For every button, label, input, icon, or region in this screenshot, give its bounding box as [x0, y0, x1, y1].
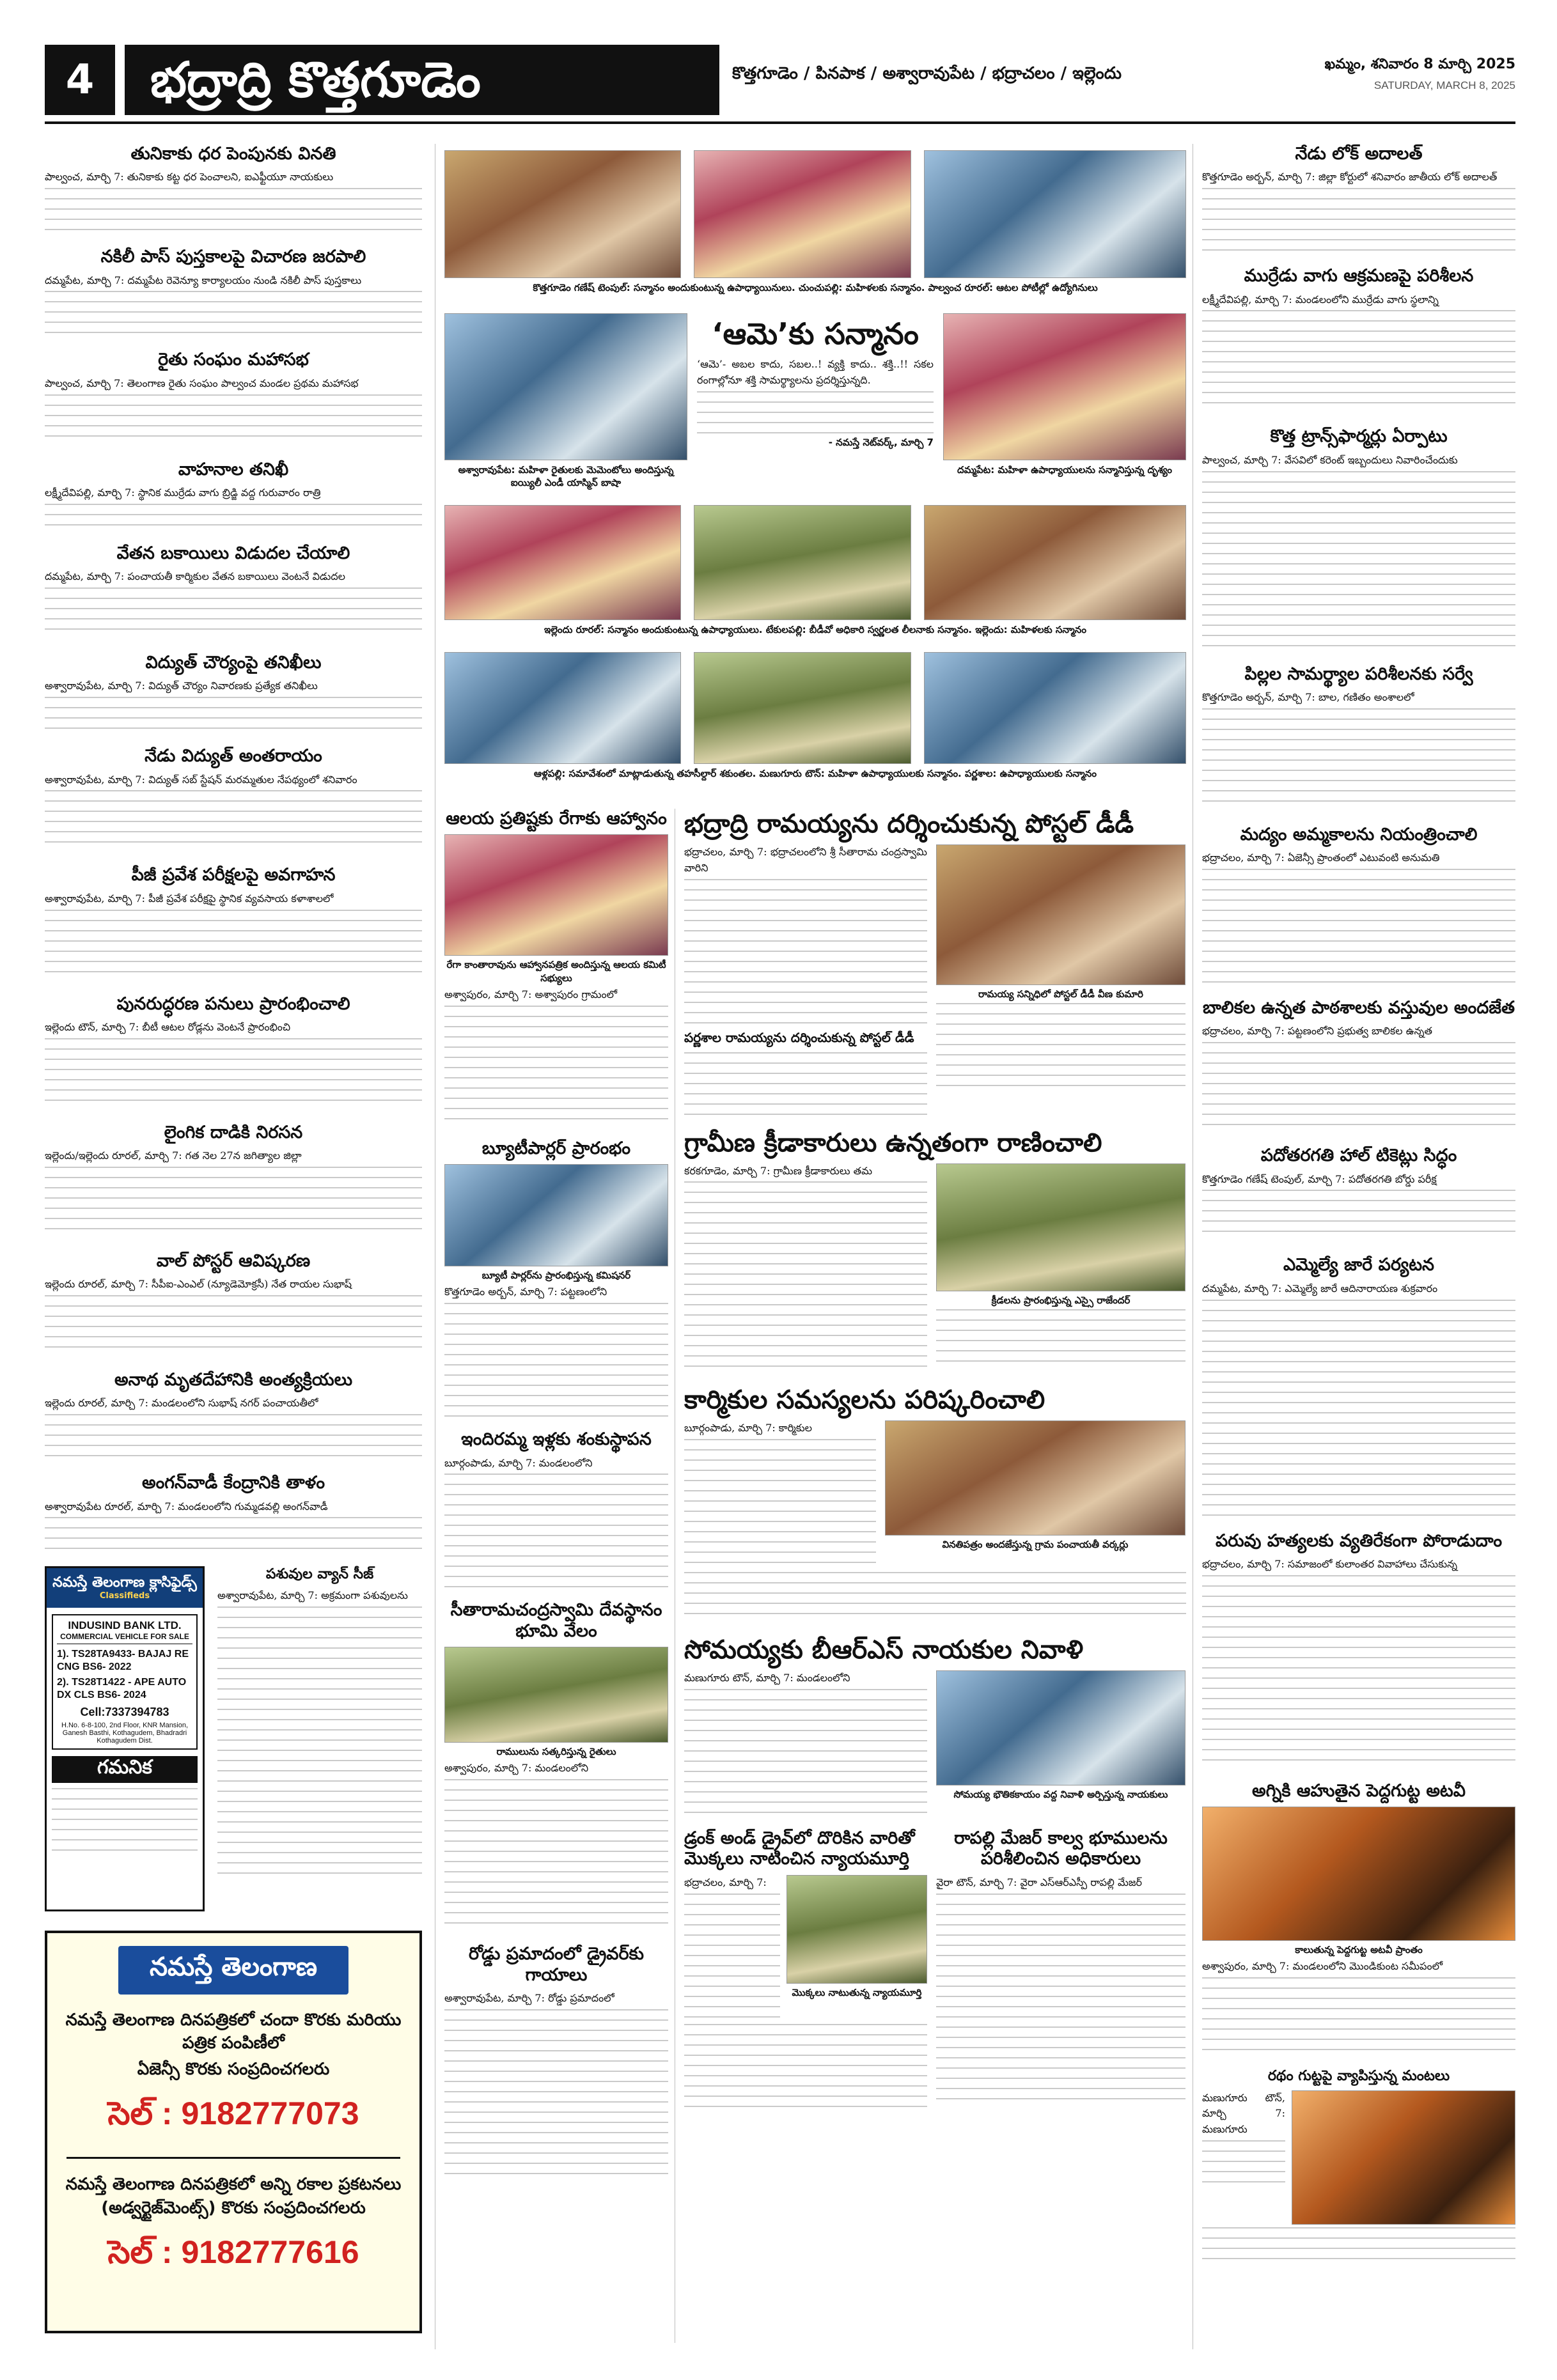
article-lead: ఇల్లెందు రూరల్, మార్చి 7: సీపీఐ-ఎంఎల్ (న్యూడెమోక్రసీ) నేత రాయల సుభాష్: [45, 1278, 352, 1291]
headline: సీతారామచంద్రస్వామి దేవస్థానం భూమి వేలం: [450, 1600, 662, 1641]
article-lead: మణుగూరు టౌన్, మార్చి 7: మండలంలోని: [684, 1672, 850, 1684]
article-body: [45, 1167, 422, 1237]
news-photo: [444, 505, 681, 620]
article: [45, 1123, 422, 1237]
photo-caption: కొత్తగూడెం గణేష్ టెంపుల్: సన్మానం అందుకుంటున్న ఉపాధ్యాయినులు. చుంచుపల్లి: మహిళలకు సన్మానం. పాల్వంచ రూరల్: ఆటల పోటీల్లో ఉద్యోగినులు: [533, 282, 1098, 293]
news-photo: [694, 652, 911, 764]
article: [1202, 1146, 1515, 1241]
news-photo: [924, 150, 1186, 278]
ad-divider: [67, 2157, 400, 2159]
headline: పదోతరగతి హాల్ టికెట్లు సిద్ధం: [1260, 1146, 1457, 1166]
article-body: [1202, 1190, 1515, 1241]
vehicle-item: 2). TS28T1422 - APE AUTO DX CLS BS6- 2024: [57, 1676, 187, 1700]
article-lead: అశ్వాపురం, మార్చి 7: మండలంలోని: [444, 1762, 589, 1775]
bank-name: INDUSIND BANK LTD.: [68, 1619, 182, 1631]
article-lead: భద్రాచలం, మార్చి 7: ఏజెన్సీ ప్రాంతంలో ఎటువంటి అనుమతి: [1202, 852, 1440, 864]
article: [1202, 266, 1515, 412]
article-lead: అశ్వారావుపేట, మార్చి 7: విద్యుత్ చౌర్యం నివారణకు ప్రత్యేక తనిఖీలు: [45, 680, 318, 692]
headline: మద్యం అమ్మకాలను నియంత్రించాలి: [1240, 824, 1478, 844]
article: [45, 350, 422, 445]
news-photo: [943, 313, 1186, 460]
news-photo: [444, 1647, 668, 1743]
article-lead: అశ్వారావుపేట, మార్చి 7: అక్రమంగా పశువులను: [217, 1589, 408, 1602]
article-lead: కొత్తగూడెం అర్బన్, మార్చి 7: జిల్లా కోర్టులో శనివారం జాతీయ లోక్ అదాలత్: [1202, 171, 1498, 183]
article-lead: కొత్తగూడెం అర్బన్, మార్చి 7: బాల, గణితం అంశాలలో: [1202, 690, 1414, 703]
article-body: [1202, 471, 1515, 650]
article-lead: పాల్వంచ, మార్చి 7: వేసవిలో కరెంట్ ఇబ్బందులు నివారించేందుకు: [1202, 453, 1458, 466]
article-lead: లక్ష్మీదేవిపల్లి, మార్చి 7: మండలంలోని ముర్రేడు వాగు స్థలాన్ని: [1202, 293, 1439, 306]
section-title: భద్రాద్రి కొత్తగూడెం: [125, 45, 719, 115]
article: [1202, 1531, 1515, 1767]
article: [45, 460, 422, 529]
article-body: [1202, 1575, 1515, 1767]
article-body: [444, 2009, 668, 2175]
article: [45, 1473, 422, 1552]
article-body: [697, 391, 934, 436]
article-body: [936, 1003, 1185, 1086]
headline: రైతు సంఘం మహాసభ: [158, 350, 309, 370]
headline: కార్మికుల సమస్యలను పరిష్కరించాలి: [684, 1385, 1045, 1415]
article: [45, 1251, 422, 1356]
date-english: SATURDAY, MARCH 8, 2025: [1373, 79, 1515, 91]
article-body: [444, 1006, 668, 1127]
date-telugu: ఖమ్మం, శనివారం 8 మార్చి 2025: [1324, 56, 1515, 72]
article: [45, 144, 422, 233]
article-lead: అశ్వాపురం, మార్చి 7: అశ్వాపురం గ్రామంలో: [444, 988, 618, 1000]
news-photo: [444, 652, 681, 764]
article-body: [684, 1689, 927, 1817]
article-body: [444, 1779, 668, 1933]
subheading: పర్ణశాల రామయ్యను దర్శించుకున్న పోస్టల్ డీడీ: [684, 1029, 914, 1045]
headline: అంగన్‌వాడీ కేంద్రానికి తాళం: [141, 1473, 325, 1493]
headline: ‘ఆమె’కు సన్మానం: [712, 316, 919, 351]
bank-address: H.No. 6-8-100, 2nd Floor, KNR Mansion, Ganesh Basthi, Kothagudem, Bhadradri Kothagudem Dist.: [61, 1721, 189, 1745]
article-body: [1202, 188, 1515, 252]
article: [1202, 664, 1515, 811]
headline: నేడు లోక్ అదాలత్: [1295, 144, 1423, 164]
article: [1202, 825, 1515, 984]
fire-photo: [1292, 2090, 1515, 2225]
article-lead: అశ్వారావుపేట రూరల్, మార్చి 7: మండలంలోని గుమ్మడవల్లి అంగన్‌వాడీ: [45, 1500, 328, 1513]
article-lead: దమ్మపేట, మార్చి 7: పంచాయతీ కార్మికుల వేతన బకాయిలు వెంటనే విడుదల: [45, 570, 346, 583]
article-lead: కొత్తగూడెం గణేష్ టెంపుల్, మార్చి 7: పదోతరగతి బోర్డు పరీక్ష: [1202, 1172, 1437, 1185]
center-main: [684, 809, 1186, 2107]
photo-caption: రామయ్య సన్నిధిలో పోస్టల్ డీడీ వీణ కుమారి: [978, 988, 1143, 1000]
article-body: [1202, 2227, 1515, 2266]
article-body: [936, 1894, 1185, 2104]
page-number: 4: [45, 45, 115, 115]
right-column: [1202, 144, 1515, 2280]
article-body: [684, 1181, 927, 1373]
article-body: [1202, 1300, 1515, 1517]
headline: పిల్లల సామర్థ్యాల పరిశీలనకు సర్వే: [1244, 664, 1473, 684]
headline: విద్యుత్ చౌర్యంపై తనిఖీలు: [145, 652, 322, 673]
headline: ఇందిరమ్మ ఇళ్లకు శంకుస్థాపన: [461, 1429, 652, 1450]
article-body: [684, 1052, 927, 1116]
photo-caption: వినతిపత్రం అందజేస్తున్న గ్రామ పంచాయతీ వర్కర్లు: [942, 1539, 1129, 1551]
article: [1202, 998, 1515, 1132]
headline: బ్యూటీపార్లర్ ప్రారంభం: [481, 1138, 631, 1158]
news-photo: [444, 1164, 668, 1266]
article-body: [684, 1439, 876, 1567]
headline: తునికాకు ధర పెంపునకు వినతి: [130, 144, 336, 164]
article-body: [45, 1295, 422, 1356]
photo-caption: అశ్వారావుపేట: మహిళా రైతులకు మెమెంటోలు అందిస్తున్న ఐయ్యిలీ ఎండీ యాస్మిన్ బాషా: [458, 464, 674, 489]
article-lead: భద్రాచలం, మార్చి 7: సమాజంలో కులాంతర వివాహాలు చేసుకున్న: [1202, 1557, 1458, 1570]
news-photo: [936, 844, 1185, 985]
headline: కొత్త ట్రాన్స్‌ఫార్మర్లు ఏర్పాటు: [1270, 426, 1448, 447]
article-lead: కరకగూడెం, మార్చి 7: గ్రామీణ క్రీడాకారులు తమ: [684, 1164, 873, 1177]
article-body: [1202, 310, 1515, 412]
headline: సోమయ్యకు బీఆర్ఎస్ నాయకుల నివాళి: [684, 1635, 1084, 1665]
article-body: [1202, 1042, 1515, 1132]
article-lead: దమ్మపేట, మార్చి 7: ఎమ్మెల్యే జారే ఆదినారాయణ శుక్రవారం: [1202, 1282, 1438, 1295]
article-body: [45, 291, 422, 336]
brand-logo: నమస్తే తెలంగాణ: [118, 1946, 348, 1995]
center-subcolumn: [444, 809, 668, 2175]
article-lead: బూర్గంపాడు, మార్చి 7: మండలంలోని: [444, 1456, 593, 1469]
headline: పశువుల వ్యాన్ సీజ్: [265, 1566, 374, 1582]
article-body: [45, 504, 422, 529]
article-body: [1202, 869, 1515, 984]
photo-caption: బ్యూటీ పార్లర్‌ను ప్రారంభిస్తున్న కమిషనర్: [481, 1270, 631, 1282]
headline: గ్రామీణ క్రీడాకారులు ఉన్నతంగా రాణించాలి: [684, 1128, 1102, 1158]
article-body: [45, 790, 422, 851]
article: [1202, 426, 1515, 649]
article-body: [1202, 1977, 1515, 2054]
news-photo: [444, 313, 687, 460]
ad-line: నమస్తే తెలంగాణ దినపత్రికలో అన్ని రకాల ప్రకటనలు (అడ్వర్టైజ్‌మెంట్స్) కొరకు సంప్రదించగలరు: [65, 2175, 402, 2218]
article: [45, 746, 422, 851]
article: [45, 1370, 422, 1459]
ad-line: ఏజెన్సీ కొరకు సంప్రదించగలరు: [137, 2059, 330, 2079]
bank-cell: Cell:7337394783: [80, 1705, 169, 1718]
headline: పునరుద్ధరణ పనులు ప్రారంభించాలి: [116, 993, 350, 1014]
classified-ad: [45, 1566, 205, 1911]
article: [217, 1566, 422, 1881]
subscription-ad: [45, 1931, 422, 2333]
article-body: [684, 1894, 780, 2021]
photo-caption: రాములును సత్కరిస్తున్న రైతులు: [496, 1746, 616, 1758]
headline: భద్రాద్రి రామయ్యను దర్శించుకున్న పోస్టల్ డీడీ: [684, 809, 1134, 839]
headline: రాపల్లి మేజర్ కాల్వ భూములను పరిశీలించిన అధికారులు: [954, 1828, 1168, 1869]
article-body: [684, 2024, 927, 2107]
article: [45, 994, 422, 1108]
article-body: [45, 394, 422, 446]
ad-phone: సెల్ : 9182777073: [107, 2096, 359, 2132]
left-column: [45, 144, 422, 1566]
headline: బాలికల ఉన్నత పాఠశాలకు వస్తువుల అందజేత: [1202, 997, 1515, 1018]
article-body: [45, 1414, 422, 1459]
article-body: [45, 910, 422, 980]
headline: నకిలీ పాస్ పుస్తకాలపై విచారణ జరపాలి: [100, 247, 366, 267]
headline: అనాథ మృతదేహానికి అంత్యక్రియలు: [114, 1370, 353, 1390]
article-lead: పాల్వంచ, మార్చి 7: తునికాకు కట్ట ధర పెంచాలని, ఐఎఫ్టీయూ నాయకులు: [45, 171, 334, 183]
notice-body: [52, 1788, 198, 1852]
fire-photo: [1202, 1807, 1515, 1941]
article-body: [45, 1517, 422, 1552]
article-body: [45, 587, 422, 639]
article-body: [1202, 2140, 1285, 2191]
vehicle-item: 1). TS28TA9433- BAJAJ RE CNG BS6- 2022: [57, 1648, 189, 1672]
article-body: [45, 697, 422, 732]
article-body: [45, 188, 422, 233]
article-lead: కొత్తగూడెం అర్బన్, మార్చి 7: పట్టణంలోని: [444, 1286, 607, 1298]
article-body: [684, 879, 927, 1026]
article-lead: మణుగూరు టౌన్, మార్చి 7: మణుగూరు: [1202, 2091, 1285, 2136]
article-body: [217, 1606, 422, 1881]
amme-box: [697, 316, 934, 449]
article-lead: పాల్వంచ, మార్చి 7: తెలంగాణ రైతు సంఘం పాల్వంచ మండల ప్రథమ మహాసభ: [45, 377, 359, 389]
article: [1202, 1781, 1515, 2054]
photo-caption: ఆళ్లపల్లి: సమావేశంలో మాట్లాడుతున్న తహసీల్దార్ శకుంతల. మణుగూరు టౌన్: మహిళా ఉపాధ్యాయులకు సన్మానం. పర్ణశాల: ఉపాధ్యాయులకు సన్మానం: [534, 768, 1097, 779]
article-body: [936, 1309, 1185, 1367]
article-lead: ‘ఆమె’- అబల కాదు, సబల..! వ్యక్తి కాదు.. శక్తి..!! సకల రంగాల్లోనూ శక్తి సామర్థ్యాలను ప్రదర్శిస్తున్నది.: [697, 358, 934, 386]
bank-sub: COMMERCIAL VEHICLE FOR SALE: [57, 1632, 192, 1644]
headline: వేతన బకాయిలు విడుదల చేయాలి: [116, 543, 350, 563]
article: [45, 653, 422, 732]
news-photo: [936, 1670, 1185, 1785]
article: [45, 543, 422, 639]
article-body: [1202, 708, 1515, 811]
photo-caption: సోమయ్య భౌతికకాయం వద్ద నివాళి అర్పిస్తున్న నాయకులు: [953, 1789, 1168, 1801]
headline: డ్రంక్ అండ్ డ్రైవ్‌లో దొరికిన వారితో మొక్కలు నాటించిన న్యాయమూర్తి: [684, 1828, 915, 1869]
photo-caption: ఇల్లెందు రూరల్: సన్మానం అందుకుంటున్న ఉపాధ్యాయులు. టేకులపల్లి: బీడీవో అధికారి స్వర్ణలత లీలనాకు సన్మానం. ఇల్లెందు: మహిళలకు సన్మానం: [544, 624, 1086, 635]
article-lead: వైరా టౌన్, మార్చి 7: వైరా ఎస్ఆర్ఎస్పీ రాపల్లి మేజర్: [936, 1876, 1143, 1888]
article-lead: ఇల్లెందు రూరల్, మార్చి 7: మండలంలోని సుభాష్ నగర్ పంచాయతీలో: [45, 1397, 318, 1410]
headline: రోడ్డు ప్రమాదంలో డ్రైవర్‌కు గాయాలు: [469, 1944, 644, 1985]
headline: పీజీ ప్రవేశ పరీక్షలపై అవగాహన: [131, 865, 336, 885]
news-photo: [786, 1875, 927, 1984]
headline: అగ్నికి ఆహుతైన పెద్దగుట్ట అటవీ: [1252, 1780, 1466, 1801]
headline: ఆలయ ప్రతిష్టకు రేగాకు ఆహ్వానం: [446, 809, 667, 828]
news-photo: [924, 505, 1186, 620]
article: [45, 865, 422, 979]
headline: నేడు విద్యుత్ అంతరాయం: [145, 746, 322, 766]
classifieds-logo: నమస్తే తెలంగాణ క్లాసిఫైడ్స్ Classifieds: [47, 1568, 203, 1608]
ad-line: నమస్తే తెలంగాణ దినపత్రికలో చందా కొరకు మరియు పత్రిక పంపిణీలో: [65, 2011, 402, 2053]
news-photo: [936, 1163, 1185, 1291]
news-photo: [885, 1420, 1185, 1536]
photo-caption: కాలుతున్న పెద్దగుట్ట అటవీ ప్రాంతం: [1295, 1944, 1423, 1956]
article-lead: భద్రాచలం, మార్చి 7: పట్టణంలోని ప్రభుత్వ బాలికల ఉన్నత: [1202, 1025, 1432, 1038]
places-line: కొత్తగూడెం / పినపాక / అశ్వారావుపేట / భద్రాచలం / ఇల్లెందు: [732, 64, 1122, 83]
news-photo: [694, 150, 911, 278]
article-lead: అశ్వారావుపేట, మార్చి 7: పీజీ ప్రవేశ పరీక్షపై స్థానిక వ్యవసాయ కళాశాలలో: [45, 892, 334, 905]
headline: వాహనాల తనిఖీ: [178, 459, 289, 479]
article-body: [444, 1303, 668, 1418]
news-photo: [444, 150, 681, 278]
news-photo: [924, 652, 1186, 764]
article: [1202, 2068, 1515, 2265]
article-lead: భద్రాచలం, మార్చి 7:: [684, 1876, 767, 1888]
article-lead: అశ్వారావుపేట, మార్చి 7: విద్యుత్ సబ్ స్టేషన్ మరమ్మతుల నేపథ్యంలో శనివారం: [45, 773, 357, 786]
article-body: [444, 1474, 668, 1589]
dateline: [1325, 56, 1515, 92]
article-body: [684, 1572, 1186, 1623]
ad-phone: సెల్ : 9182777616: [107, 2234, 359, 2270]
bank-notice: [52, 1614, 198, 1750]
headline: రథం గుట్టపై వ్యాపిస్తున్న మంటలు: [1267, 2068, 1450, 2085]
headline: పరువు హత్యలకు వ్యతిరేకంగా పోరాడుదాం: [1215, 1530, 1503, 1551]
headline: ముర్రేడు వాగు ఆక్రమణపై పరిశీలన: [1244, 266, 1474, 286]
photo-caption: రేగా కాంతారావును ఆహ్వానపత్రిక అందిస్తున్న ఆలయ కమిటీ సభ్యులు: [446, 959, 666, 984]
article-lead: లక్ష్మీదేవిపల్లి, మార్చి 7: స్థానిక ముర్రేడు వాగు బ్రిడ్జి వద్ద గురువారం రాత్రి: [45, 486, 321, 499]
article: [1202, 144, 1515, 252]
article-lead: దమ్మపేట, మార్చి 7: దమ్మపేట రెవెన్యూ కార్యాలయం నుండి నకిలీ పాస్ పుస్తకాలు: [45, 274, 362, 286]
article-lead: ఇల్లెందు టౌన్, మార్చి 7: బీటీ ఆటల రోడ్లను వెంటనే ప్రారంభించి: [45, 1020, 291, 1033]
headline: వాల్ పోస్టర్ ఆవిష్కరణ: [156, 1250, 311, 1271]
article: [45, 247, 422, 336]
article-lead: బూర్గంపాడు, మార్చి 7: కార్మికుల: [684, 1422, 812, 1435]
news-photo: [694, 505, 911, 620]
article-lead: అశ్వారావుపేట, మార్చి 7: రోడ్డు ప్రమాదంలో: [444, 1991, 614, 2004]
notice-heading: గమనిక: [52, 1756, 198, 1783]
headline: లైంగిక దాడికి నిరసన: [164, 1122, 303, 1142]
masthead-rule: [45, 121, 1515, 124]
article: [1202, 1255, 1515, 1516]
article-body: [45, 1038, 422, 1108]
masthead: [45, 45, 1515, 115]
news-photo: [444, 834, 668, 956]
article-lead: భద్రాచలం, మార్చి 7: భద్రాచలంలోని శ్రీ సీతారామ చంద్రస్వామి వారిని: [684, 846, 927, 874]
article-lead: ఇల్లెందు/ఇల్లెందు రూరల్, మార్చి 7: గత నెల 27న జగిత్యాల జిల్లా: [45, 1149, 302, 1162]
photo-caption: మొక్కలు నాటుతున్న న్యాయమూర్తి: [792, 1986, 922, 1998]
byline: - నమస్తే నెట్‌వర్క్, మార్చి 7: [828, 436, 934, 448]
headline: ఎమ్మెల్యే జారే పర్యటన: [1283, 1255, 1435, 1275]
article-lead: అశ్వాపురం, మార్చి 7: మండలంలోని మొండికుంట సమీపంలో: [1202, 1960, 1443, 1973]
photo-caption: దమ్మపేట: మహిళా ఉపాధ్యాయులను సన్మానిస్తున్న దృశ్యం: [957, 464, 1172, 476]
photo-caption: క్రీడలను ప్రారంభిస్తున్న ఎస్సై రాజేందర్: [991, 1294, 1131, 1306]
